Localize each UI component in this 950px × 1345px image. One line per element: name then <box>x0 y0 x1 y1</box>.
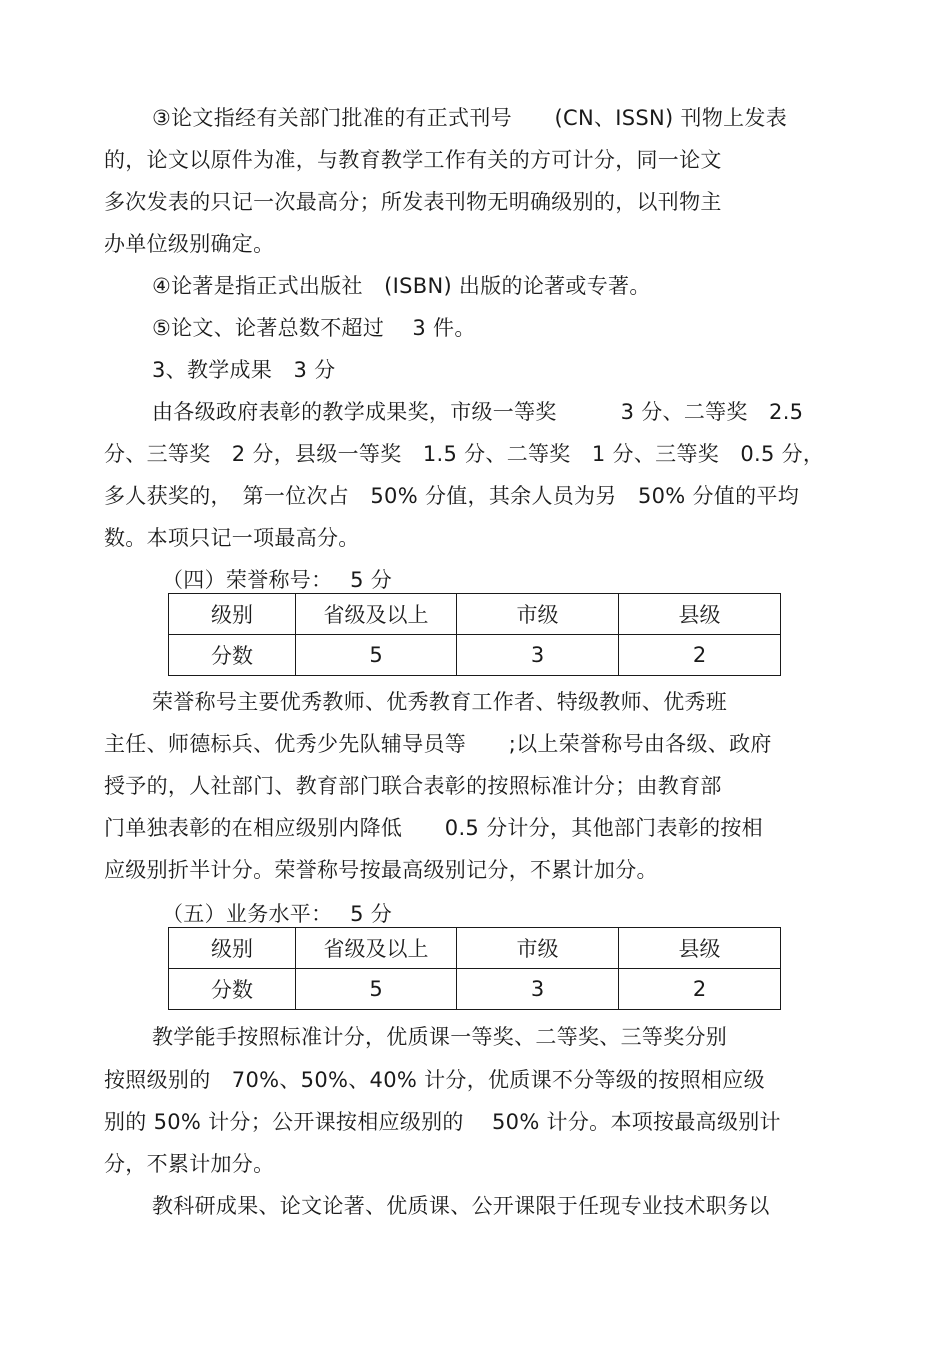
table-cell: 5 <box>296 635 457 676</box>
honor-score-table <box>168 593 781 676</box>
honor-line-1: 荣誉称号主要优秀教师、优秀教育工作者、特级教师、优秀班 <box>152 690 728 714</box>
table-cell: 3 <box>457 635 619 676</box>
honor-line-3: 授予的，人社部门、教育部门联合表彰的按照标准计分；由教育部 <box>104 774 722 798</box>
table-cell: 分数 <box>169 635 296 676</box>
paper-rule-line-4: 办单位级别确定。 <box>104 232 275 256</box>
table-row <box>169 594 781 635</box>
table-cell: 3 <box>457 969 619 1010</box>
table-cell: 2 <box>619 969 781 1010</box>
closing-line: 教科研成果、论文论著、优质课、公开课限于任现专业技术职务以 <box>152 1194 770 1218</box>
skill-line-1: 教学能手按照标准计分，优质课一等奖、二等奖、三等奖分别 <box>152 1025 728 1049</box>
section-skill-title: （五）业务水平： 5 分 <box>162 902 393 926</box>
honor-line-4: 门单独表彰的在相应级别内降低 0.5 分计分，其他部门表彰的按相 <box>104 816 763 840</box>
skill-line-3: 别的 50% 计分；公开课按相应级别的 50% 计分。本项按最高级别计 <box>104 1110 781 1134</box>
table-cell: 市级 <box>457 928 619 969</box>
achievement-line-1: 由各级政府表彰的教学成果奖，市级一等奖 3 分、二等奖 2.5 <box>152 400 804 424</box>
table-row <box>169 635 781 676</box>
honor-line-2: 主任、师德标兵、优秀少先队辅导员等 ;以上荣誉称号由各级、政府 <box>104 732 772 756</box>
table-cell: 省级及以上 <box>296 594 457 635</box>
table-cell: 5 <box>296 969 457 1010</box>
section-honor-title: （四）荣誉称号： 5 分 <box>162 568 393 592</box>
paper-rule-line-1: ③论文指经有关部门批准的有正式刊号 (CN、ISSN) 刊物上发表 <box>152 106 788 130</box>
book-rule: ④论著是指正式出版社 (ISBN) 出版的论著或专著。 <box>152 274 651 298</box>
table-cell: 县级 <box>619 928 781 969</box>
paper-rule-line-3: 多次发表的只记一次最高分；所发表刊物无明确级别的，以刊物主 <box>104 190 722 214</box>
achievement-line-3: 多人获奖的， 第一位次占 50% 分值，其余人员为另 50% 分值的平均 <box>104 484 799 508</box>
table-row <box>169 969 781 1010</box>
table-cell: 县级 <box>619 594 781 635</box>
section-teaching-achievement: 3、教学成果 3 分 <box>152 358 336 382</box>
total-rule: ⑤论文、论著总数不超过 3 件。 <box>152 316 476 340</box>
skill-score-table <box>168 927 781 1010</box>
honor-line-5: 应级别折半计分。荣誉称号按最高级别记分，不累计加分。 <box>104 858 658 882</box>
table-cell: 级别 <box>169 594 296 635</box>
table-cell: 省级及以上 <box>296 928 457 969</box>
skill-line-2: 按照级别的 70%、50%、40% 计分，优质课不分等级的按照相应级 <box>104 1068 765 1092</box>
table-cell: 级别 <box>169 928 296 969</box>
achievement-line-2: 分、三等奖 2 分，县级一等奖 1.5 分、二等奖 1 分、三等奖 0.5 分， <box>104 442 825 466</box>
paper-rule-line-2: 的，论文以原件为准，与教育教学工作有关的方可计分，同一论文 <box>104 148 722 172</box>
table-row <box>169 928 781 969</box>
achievement-line-4: 数。本项只记一项最高分。 <box>104 526 360 550</box>
skill-line-4: 分，不累计加分。 <box>104 1152 275 1176</box>
table-cell: 分数 <box>169 969 296 1010</box>
table-cell: 市级 <box>457 594 619 635</box>
table-cell: 2 <box>619 635 781 676</box>
